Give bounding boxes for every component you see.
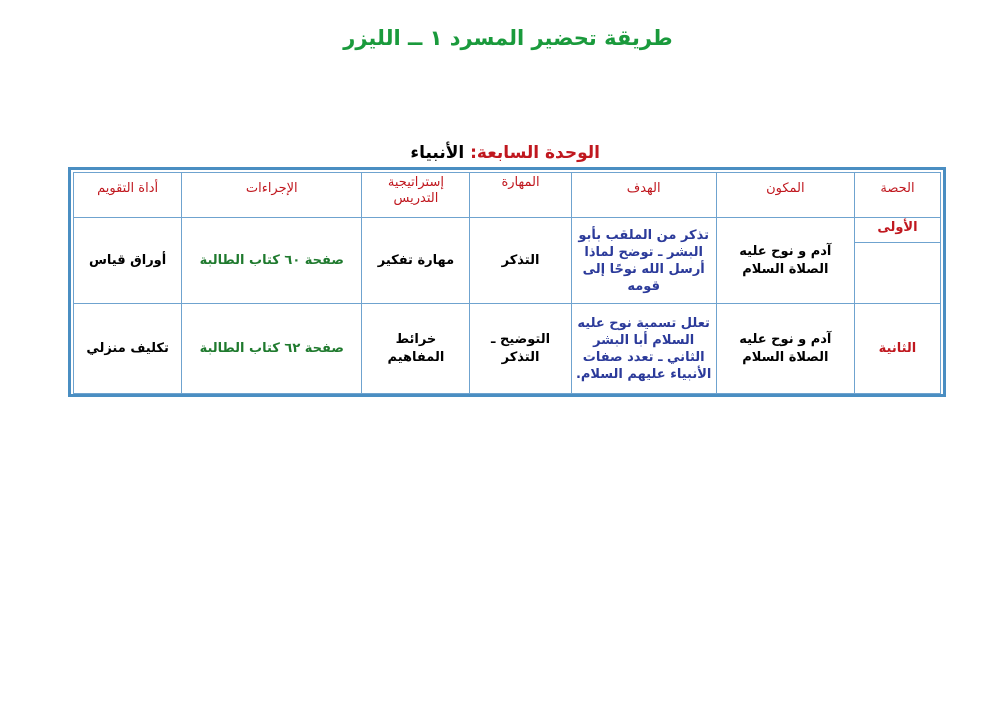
procedure-cell: صفحة ٦٠ كتاب الطالبة (182, 218, 362, 304)
unit-value: الأنبياء (410, 143, 465, 163)
assessment-cell: أوراق قياس (74, 218, 182, 304)
skill-cell: التوضيح ـ التذكر (470, 304, 571, 394)
header-component: المكون (716, 173, 854, 218)
header-assessment: أداة التقويم (74, 173, 182, 218)
table-row (74, 218, 941, 304)
unit-heading (300, 143, 600, 163)
lesson-table-frame (68, 167, 946, 397)
strategy-cell: خرائط المفاهيم (362, 304, 470, 394)
header-session: الحصة (854, 173, 940, 218)
table-header-row (74, 173, 941, 218)
lesson-plan-table (73, 172, 941, 394)
skill-cell: التذكر (470, 218, 571, 304)
component-cell: آدم و نوح عليه الصلاة السلام (716, 304, 854, 394)
unit-label: الوحدة السابعة: (470, 143, 600, 163)
assessment-cell: تكليف منزلي (74, 304, 182, 394)
session-cell (854, 218, 940, 304)
goal-cell: تعلل تسمية نوح عليه السلام أبا البشر الثاني ـ تعدد صفات الأنبياء عليهم السلام. (571, 304, 716, 394)
procedure-cell: صفحة ٦٢ كتاب الطالبة (182, 304, 362, 394)
table-row (74, 304, 941, 394)
component-cell: آدم و نوح عليه الصلاة السلام (716, 218, 854, 304)
goal-cell: تذكر من الملقب بأبو البشر ـ توضح لماذا أرسل الله نوحًا إلى قومه (571, 218, 716, 304)
session-label: الأولى (855, 218, 940, 243)
strategy-cell: مهارة تفكير (362, 218, 470, 304)
page-title: طريقة تحضير المسرد ١ ــ الليزر (343, 26, 673, 50)
header-procedures: الإجراءات (182, 173, 362, 218)
header-strategy: إستراتيجية التدريس (362, 173, 470, 218)
session-cell: الثانية (854, 304, 940, 394)
header-goal: الهدف (571, 173, 716, 218)
header-skill: المهارة (470, 173, 571, 218)
